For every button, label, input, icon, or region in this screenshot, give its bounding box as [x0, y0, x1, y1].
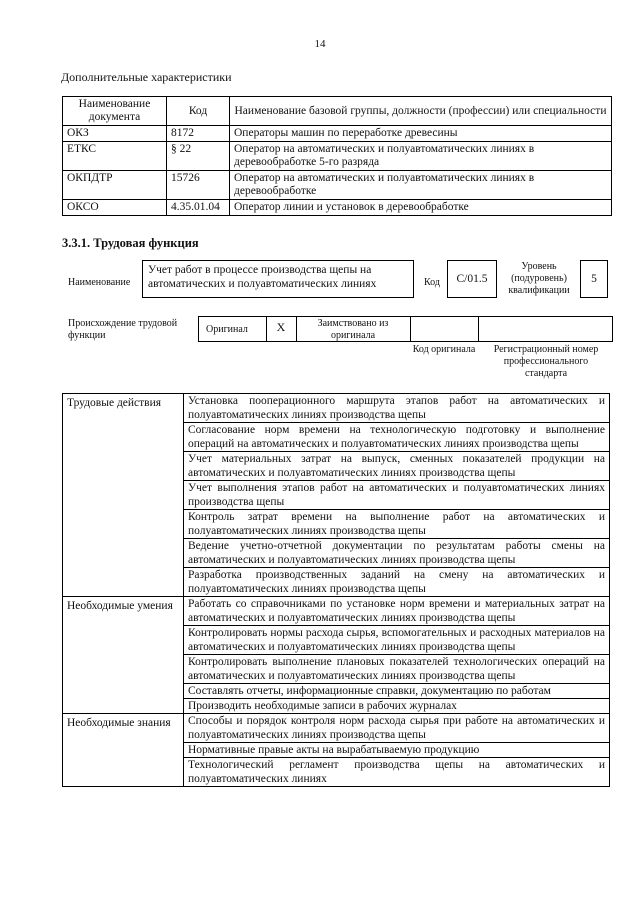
qualification-level: 5: [580, 260, 608, 298]
table-cell: Способы и порядок контроля норм расхода сырья при работе на автоматических и полуавтоматических линиях производства щепы: [184, 714, 610, 743]
table-row: [63, 597, 610, 626]
reg-number-caption: Регистрационный номер профессионального стандарта: [493, 344, 599, 379]
table-cell: 15726: [167, 171, 230, 200]
table-row: [63, 142, 612, 171]
table-cell: Согласование норм времени на технологическую подготовку и выполнение операций на автоматических и полуавтоматических линиях производства щепы: [184, 423, 610, 452]
table-cell: ОКСО: [63, 200, 167, 216]
characteristics-table: [62, 96, 612, 216]
table-cell: Установка пооперационного маршрута этапов работ на автоматических и полуавтоматических линиях производства щепы: [184, 394, 610, 423]
table-header-row: [63, 97, 612, 126]
table-cell: Операторы машин по переработке древесины: [230, 126, 612, 142]
table-cell: Технологический регламент производства щепы на автоматических и полуавтоматических линиях: [184, 758, 610, 787]
table-cell: Нормативные правые акты на вырабатываемую продукцию: [184, 743, 610, 758]
level-label: Уровень (подуровень) квалификации: [508, 261, 570, 296]
function-code: C/01.5: [447, 260, 497, 298]
table-cell: Учет выполнения этапов работ на автоматических и полуавтоматических линиях производства щепы: [184, 481, 610, 510]
table-cell: ОКПДТР: [63, 171, 167, 200]
table-cell: Ведение учетно-отчетной документации по результатам работы смены на автоматических и полуавтоматических линиях производства щепы: [184, 539, 610, 568]
original-checkmark: X: [276, 320, 286, 334]
code-original-caption: Код оригинала: [412, 344, 476, 355]
work-function-table: [62, 393, 610, 787]
table-cell: 8172: [167, 126, 230, 142]
table-row: [63, 200, 612, 216]
table-cell: Оператор линии и установок в деревообработке: [230, 200, 612, 216]
category-cell: Необходимые умения: [63, 597, 184, 714]
original-label: Оригинал: [206, 324, 248, 335]
name-label: Наименование: [68, 277, 131, 288]
table-cell: Учет материальных затрат на выпуск, сменных показателей продукции на автоматических и полуавтоматических линиях производства щепы: [184, 452, 610, 481]
table-cell: Составлять отчеты, информационные справки, документацию по работам: [184, 684, 610, 699]
table-cell: Оператор на автоматических и полуавтоматических линиях в деревообработке 5-го разряда: [230, 142, 612, 171]
borrowed-label: Заимствовано из оригинала: [317, 318, 389, 341]
table-cell: Оператор на автоматических и полуавтоматических линиях в деревообработке: [230, 171, 612, 200]
table-cell: Контролировать нормы расхода сырья, вспомогательных и расходных материалов на автоматических и полуавтоматических линиях производства щепы: [184, 626, 610, 655]
function-title: 3.3.1. Трудовая функция: [62, 236, 199, 250]
column-header: Код: [167, 97, 230, 126]
table-cell: Производить необходимые записи в рабочих журналах: [184, 699, 610, 714]
table-row: [63, 171, 612, 200]
table-cell: Контролировать выполнение плановых показателей технологических операций на автоматических и полуавтоматических линиях производства щепы: [184, 655, 610, 684]
table-cell: Работать со справочниками по установке норм времени и материальных затрат на автоматических и полуавтоматических линиях производства щепы: [184, 597, 610, 626]
page-number: 14: [314, 38, 326, 50]
table-cell: 4.35.01.04: [167, 200, 230, 216]
table-row: [63, 714, 610, 743]
function-name: Учет работ в процессе производства щепы на автоматических и полуавтоматических линиях: [142, 260, 414, 298]
table-cell: ЕТКС: [63, 142, 167, 171]
category-cell: Необходимые знания: [63, 714, 184, 787]
code-label: Код: [424, 277, 440, 288]
table-cell: Контроль затрат времени на выполнение работ на автоматических и полуавтоматических линиях производства щепы: [184, 510, 610, 539]
section-title: Дополнительные характеристики: [61, 70, 232, 84]
column-header: Наименование базовой группы, должности (профессии) или специальности: [230, 97, 612, 126]
category-cell: Трудовые действия: [63, 394, 184, 597]
table-row: [63, 394, 610, 423]
column-header: Наименование документа: [63, 97, 167, 126]
table-cell: ОКЗ: [63, 126, 167, 142]
origin-label: Происхождение трудовой функции: [68, 318, 178, 341]
table-cell: § 22: [167, 142, 230, 171]
table-cell: Разработка производственных заданий на смену на автоматических и полуавтоматических линиях производства щепы: [184, 568, 610, 597]
table-row: [63, 126, 612, 142]
